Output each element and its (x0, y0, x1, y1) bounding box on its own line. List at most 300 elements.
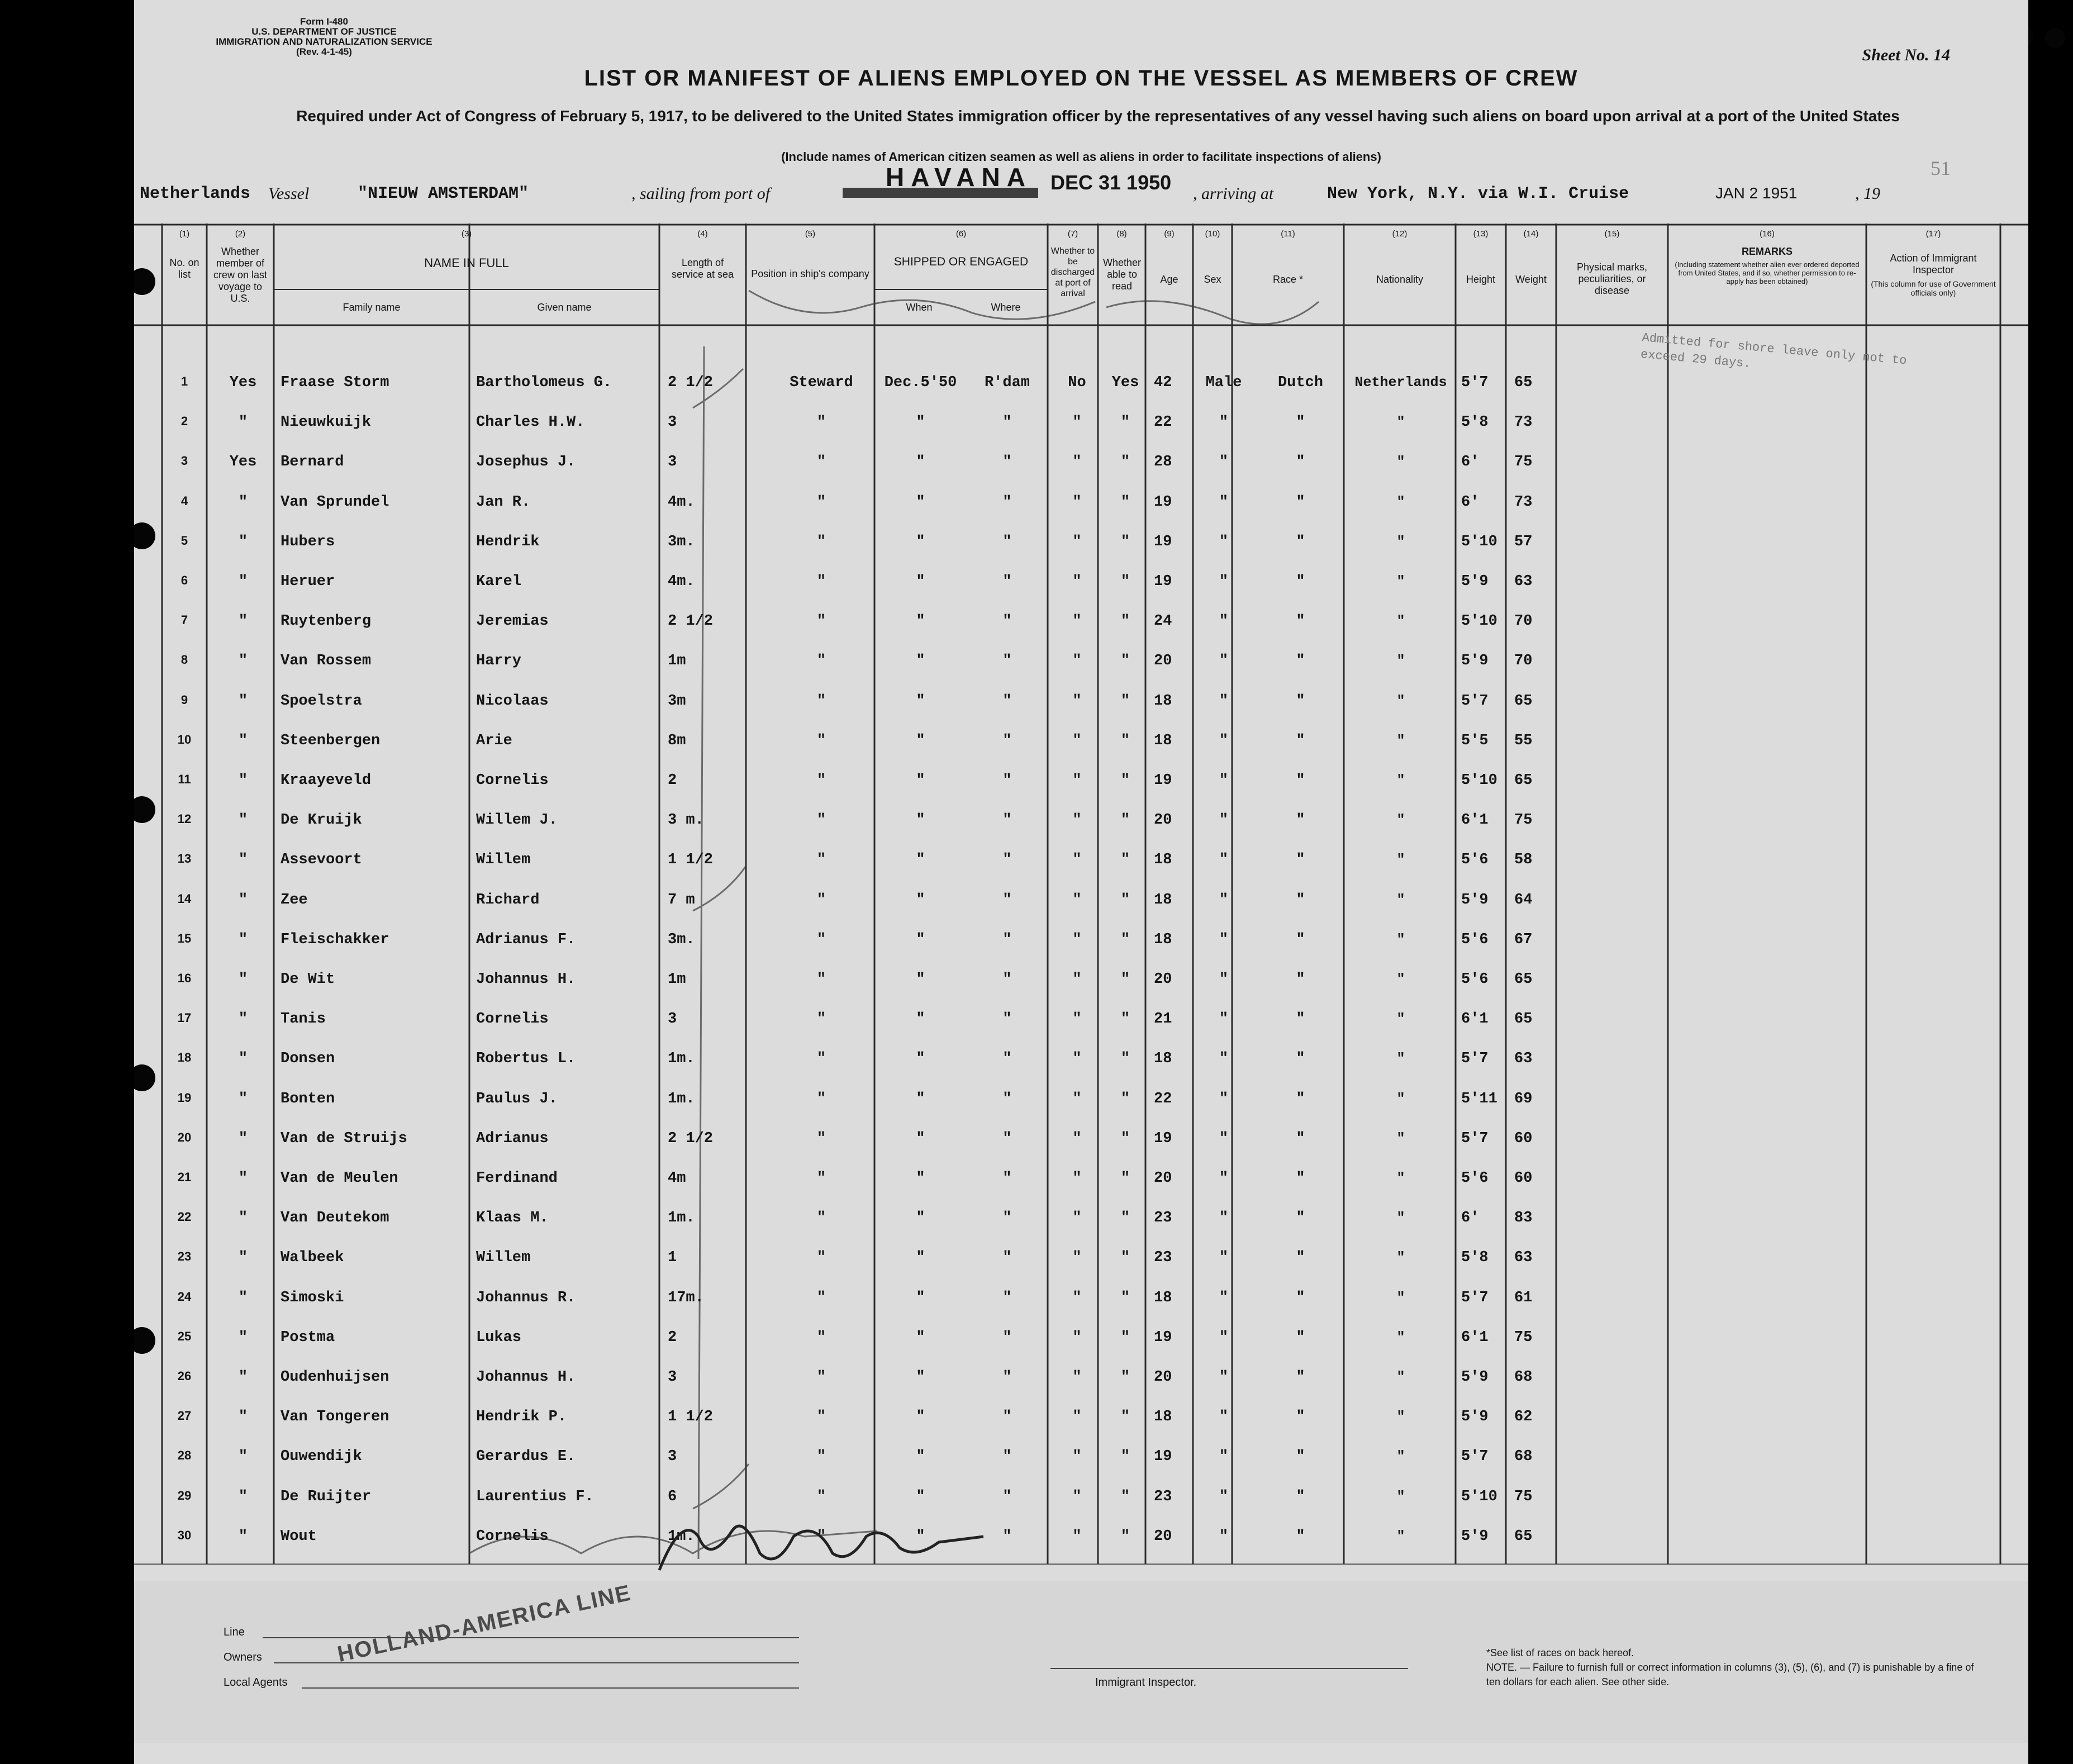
row-number: 6 (180, 573, 188, 587)
row-family-name: Walbeek (280, 1249, 344, 1266)
row-shipped-where: " (1002, 1448, 1012, 1465)
row-weight: 70 (1514, 613, 1533, 630)
col1-number: (1) (179, 229, 190, 239)
row-family-name: Van Rossem (280, 653, 372, 669)
row-shipped-where: " (1002, 653, 1012, 669)
row-shipped-where: " (1002, 1489, 1012, 1505)
row-shipped-when: " (916, 1170, 925, 1187)
row-age: 19 (1154, 1329, 1172, 1346)
row-family-name: Postma (280, 1329, 335, 1346)
line-label: Line (224, 1626, 245, 1638)
row-position: " (816, 1329, 826, 1346)
row-race: " (1296, 971, 1305, 988)
col14-number: (14) (1523, 229, 1539, 239)
row-discharged: No (1068, 374, 1086, 391)
row-given-name: Cornelis (476, 772, 549, 789)
row-nationality: " (1396, 772, 1405, 788)
row-weight: 65 (1514, 1011, 1533, 1028)
row-family-name: Van Tongeren (280, 1409, 389, 1425)
row-service-length: 3 (668, 1448, 677, 1465)
row-number: 13 (177, 852, 192, 866)
row-number: 2 (180, 414, 188, 428)
row-sex: " (1219, 931, 1229, 948)
row-nationality: " (1396, 1249, 1405, 1266)
row-discharged: " (1072, 573, 1082, 590)
row-previous-voyage: " (238, 1290, 248, 1306)
row-position: " (816, 852, 826, 868)
col-header-physical-marks: Physical marks, peculiarities, or disease (1576, 261, 1648, 296)
row-height: 6' (1461, 1210, 1480, 1226)
row-position: " (816, 892, 826, 909)
row-previous-voyage: Yes (229, 374, 257, 391)
row-given-name: Ferdinand (476, 1170, 558, 1187)
row-weight: 63 (1514, 1249, 1533, 1266)
row-race: " (1296, 1528, 1305, 1545)
row-given-name: Hendrik (476, 534, 540, 550)
row-number: 28 (177, 1448, 192, 1462)
row-sex: " (1219, 1249, 1229, 1266)
department: U.S. DEPARTMENT OF JUSTICE (251, 26, 397, 37)
row-given-name: Gerardus E. (476, 1448, 576, 1465)
row-height: 5'7 (1461, 374, 1489, 391)
row-weight: 75 (1514, 812, 1533, 829)
inspector-rule (1050, 1668, 1408, 1669)
row-number: 29 (177, 1489, 192, 1503)
row-weight: 65 (1514, 1528, 1533, 1545)
row-race: " (1296, 733, 1305, 749)
row-nationality: " (1396, 1050, 1405, 1067)
row-shipped-where: " (1002, 494, 1012, 511)
row-height: 5'9 (1461, 653, 1489, 669)
row-given-name: Cornelis (476, 1011, 549, 1028)
row-service-length: 1m (668, 971, 686, 988)
row-nationality: " (1396, 1369, 1405, 1385)
row-discharged: " (1072, 1409, 1082, 1425)
row-nationality: " (1396, 693, 1405, 709)
row-nationality: " (1396, 1329, 1405, 1345)
row-able-to-read: " (1120, 1448, 1130, 1465)
row-weight: 63 (1514, 573, 1533, 590)
row-given-name: Adrianus (476, 1130, 549, 1147)
row-shipped-when: " (916, 693, 925, 710)
row-family-name: Van Deutekom (280, 1210, 389, 1226)
row-given-name: Nicolaas (476, 693, 549, 710)
col-header-height: Height (1466, 274, 1496, 285)
row-family-name: Simoski (280, 1290, 344, 1306)
row-position: " (816, 414, 826, 431)
col-header-remarks-note: (Including statement whether alien ever ordered deported from United States, and if so, whether permission to re-apply has been obtained) (1675, 260, 1860, 286)
row-weight: 75 (1514, 454, 1533, 470)
row-sex: " (1219, 1409, 1229, 1425)
row-previous-voyage: " (238, 653, 248, 669)
row-nationality: " (1396, 573, 1405, 589)
row-discharged: " (1072, 1329, 1082, 1346)
row-shipped-where: " (1002, 454, 1012, 470)
row-discharged: " (1072, 1210, 1082, 1226)
row-shipped-when: " (916, 1409, 925, 1425)
row-race: " (1296, 1409, 1305, 1425)
row-height: 5'5 (1461, 733, 1489, 749)
row-family-name: Ouwendijk (280, 1448, 362, 1465)
row-position: " (816, 1091, 826, 1107)
row-able-to-read: " (1120, 1210, 1130, 1226)
row-nationality: " (1396, 414, 1405, 430)
row-shipped-when: " (916, 1050, 925, 1067)
row-given-name: Paulus J. (476, 1091, 558, 1107)
row-shipped-where: " (1002, 573, 1012, 590)
row-shipped-where: " (1002, 1210, 1012, 1226)
row-service-length: 7 m (668, 892, 695, 909)
row-age: 20 (1154, 971, 1172, 988)
row-shipped-where: " (1002, 1409, 1012, 1425)
row-shipped-where: " (1002, 414, 1012, 431)
row-sex: " (1219, 1170, 1229, 1187)
col-header-inspector-note: (This column for use of Government officials only) (1871, 279, 1996, 297)
row-nationality: " (1396, 892, 1405, 908)
row-shipped-when: " (916, 733, 925, 749)
row-shipped-when: " (916, 1448, 925, 1465)
row-given-name: Lukas (476, 1329, 522, 1346)
row-able-to-read: " (1120, 772, 1130, 789)
row-shipped-where: " (1002, 852, 1012, 868)
row-position: " (816, 1249, 826, 1266)
row-height: 6'1 (1461, 1329, 1489, 1346)
row-weight: 83 (1514, 1210, 1533, 1226)
row-family-name: De Ruijter (280, 1489, 372, 1505)
col12-number: (12) (1392, 229, 1408, 239)
row-height: 5'6 (1461, 1170, 1489, 1187)
vessel-flag: Netherlands (140, 184, 251, 203)
row-able-to-read: " (1120, 1170, 1130, 1187)
handwritten-port: HAVANA (886, 163, 1032, 192)
row-nationality: " (1396, 1290, 1405, 1306)
row-previous-voyage: " (238, 1329, 248, 1346)
include-note: (Include names of American citizen seamen as well as aliens in order to facilitate inspections of aliens) (781, 150, 1381, 164)
row-discharged: " (1072, 1528, 1082, 1545)
manifest-sheet (134, 0, 2028, 1764)
row-race: " (1296, 534, 1305, 550)
remarks-stamp: Admitted for shore leave only not to exceed 29 days. (1640, 330, 1908, 372)
row-previous-voyage: " (238, 1011, 248, 1028)
row-shipped-when: " (916, 613, 925, 630)
row-race: " (1296, 1329, 1305, 1346)
row-previous-voyage: " (238, 1528, 248, 1545)
row-previous-voyage: " (238, 1249, 248, 1266)
row-position: " (816, 733, 826, 749)
row-number: 21 (177, 1170, 192, 1184)
row-given-name: Jeremias (476, 613, 549, 630)
col-header-length-of-service: Length of service at sea (671, 257, 734, 280)
row-height: 5'8 (1461, 1249, 1489, 1266)
row-number: 17 (177, 1011, 192, 1025)
row-weight: 65 (1514, 693, 1533, 710)
col-header-given-name: Given name (537, 302, 592, 313)
row-weight: 65 (1514, 374, 1533, 391)
row-height: 5'9 (1461, 573, 1489, 590)
row-position: " (816, 1130, 826, 1147)
row-height: 5'7 (1461, 1050, 1489, 1067)
row-service-length: 1 (668, 1249, 677, 1266)
row-position: " (816, 693, 826, 710)
col-header-discharged: Whether to be discharged at port of arrival (1050, 246, 1095, 298)
row-able-to-read: " (1120, 1329, 1130, 1346)
row-able-to-read: " (1120, 1130, 1130, 1147)
row-height: 5'10 (1461, 613, 1497, 630)
row-position: " (816, 1409, 826, 1425)
row-age: 24 (1154, 613, 1172, 630)
form-number: Form I-480 (300, 16, 348, 27)
row-given-name: Harry (476, 653, 522, 669)
row-weight: 57 (1514, 534, 1533, 550)
row-family-name: Tanis (280, 1011, 326, 1028)
row-shipped-where: " (1002, 1011, 1012, 1028)
row-able-to-read: " (1120, 494, 1130, 511)
row-previous-voyage: " (238, 852, 248, 868)
row-previous-voyage: " (238, 733, 248, 749)
row-sex: " (1219, 653, 1229, 669)
row-service-length: 2 (668, 1329, 677, 1346)
row-weight: 61 (1514, 1290, 1533, 1306)
row-sex: " (1219, 812, 1229, 829)
row-number: 27 (177, 1409, 192, 1423)
row-given-name: Johannus H. (476, 1369, 576, 1386)
row-weight: 65 (1514, 772, 1533, 789)
row-given-name: Johannus H. (476, 971, 576, 988)
row-able-to-read: Yes (1111, 374, 1139, 391)
row-number: 16 (177, 971, 192, 985)
penalty-note: NOTE. — Failure to furnish full or correct information in columns (3), (5), (6), and (7) is punishable by a fine of ten dollars for each alien. See other side. (1486, 1662, 1974, 1687)
row-age: 20 (1154, 653, 1172, 669)
row-height: 5'7 (1461, 1290, 1489, 1306)
row-nationality: " (1396, 1170, 1405, 1186)
crew-table (134, 224, 2028, 1565)
row-able-to-read: " (1120, 1409, 1130, 1425)
row-age: 20 (1154, 1170, 1172, 1187)
row-age: 20 (1154, 812, 1172, 829)
row-nationality: " (1396, 613, 1405, 629)
row-discharged: " (1072, 1170, 1082, 1187)
row-shipped-where: " (1002, 1369, 1012, 1386)
row-family-name: Van Sprundel (280, 494, 389, 511)
row-number: 18 (177, 1050, 192, 1064)
row-family-name: Ruytenberg (280, 613, 372, 630)
row-family-name: Assevoort (280, 852, 362, 868)
row-discharged: " (1072, 653, 1082, 669)
row-age: 18 (1154, 733, 1172, 749)
row-able-to-read: " (1120, 613, 1130, 630)
row-weight: 64 (1514, 892, 1533, 909)
row-race: " (1296, 772, 1305, 789)
local-agents-label: Local Agents (224, 1676, 288, 1689)
row-nationality: " (1396, 1409, 1405, 1425)
row-age: 23 (1154, 1210, 1172, 1226)
row-shipped-where: " (1002, 1249, 1012, 1266)
row-position: " (816, 534, 826, 550)
row-shipped-when: " (916, 971, 925, 988)
row-sex: " (1219, 852, 1229, 868)
row-number: 20 (177, 1130, 192, 1144)
signature (648, 1503, 995, 1592)
row-given-name: Cornelis (476, 1528, 549, 1545)
row-number: 7 (180, 613, 188, 627)
row-able-to-read: " (1120, 1290, 1130, 1306)
row-race: " (1296, 1091, 1305, 1107)
row-able-to-read: " (1120, 733, 1130, 749)
row-number: 15 (177, 931, 192, 945)
row-sex: " (1219, 693, 1229, 710)
row-position: " (816, 1170, 826, 1187)
row-number: 22 (177, 1210, 192, 1224)
row-race: " (1296, 1249, 1305, 1266)
row-race: " (1296, 653, 1305, 669)
row-height: 5'10 (1461, 772, 1497, 789)
col16-number: (16) (1760, 229, 1775, 239)
row-race: " (1296, 494, 1305, 511)
row-sex: " (1219, 1329, 1229, 1346)
col-header-sex: Sex (1204, 274, 1221, 285)
row-weight: 75 (1514, 1489, 1533, 1505)
col-header-able-to-read: Whether able to read (1102, 257, 1142, 292)
col-header-name-in-full: NAME IN FULL (424, 256, 509, 270)
row-family-name: Kraayeveld (280, 772, 372, 789)
row-age: 18 (1154, 1290, 1172, 1306)
col8-number: (8) (1116, 229, 1127, 239)
row-discharged: " (1072, 1050, 1082, 1067)
row-sex: " (1219, 1050, 1229, 1067)
row-discharged: " (1072, 772, 1082, 789)
row-discharged: " (1072, 892, 1082, 909)
row-nationality: " (1396, 454, 1405, 470)
col3-number: (3) (461, 229, 472, 239)
col-header-age: Age (1160, 274, 1178, 285)
row-height: 6'1 (1461, 1011, 1489, 1028)
row-given-name: Hendrik P. (476, 1409, 567, 1425)
row-race: " (1296, 1210, 1305, 1226)
row-weight: 58 (1514, 852, 1533, 868)
row-weight: 70 (1514, 653, 1533, 669)
row-previous-voyage: " (238, 1091, 248, 1107)
row-service-length: 8m (668, 733, 686, 749)
row-family-name: Oudenhuijsen (280, 1369, 389, 1386)
col-header-nationality: Nationality (1376, 274, 1424, 285)
row-family-name: Van de Meulen (280, 1170, 398, 1187)
row-service-length: 3 (668, 1011, 677, 1028)
row-sex: " (1219, 573, 1229, 590)
row-height: 5'9 (1461, 892, 1489, 909)
row-height: 6' (1461, 494, 1480, 511)
col-header-where: Where (991, 302, 1021, 313)
row-given-name: Josephus J. (476, 454, 576, 470)
row-previous-voyage: " (238, 1409, 248, 1425)
row-height: 5'6 (1461, 931, 1489, 948)
row-age: 23 (1154, 1249, 1172, 1266)
col2-number: (2) (235, 229, 246, 239)
row-shipped-where: " (1002, 1528, 1012, 1545)
row-height: 5'8 (1461, 414, 1489, 431)
col15-number: (15) (1604, 229, 1620, 239)
row-sex: " (1219, 971, 1229, 988)
row-given-name: Willem (476, 852, 531, 868)
row-family-name: Fraase Storm (280, 374, 389, 391)
row-age: 18 (1154, 931, 1172, 948)
row-race: " (1296, 613, 1305, 630)
row-race: " (1296, 852, 1305, 868)
row-age: 19 (1154, 494, 1172, 511)
row-service-length: 3m (668, 693, 686, 710)
row-service-length: 2 1/2 (668, 374, 714, 391)
col-header-shipped-engaged: SHIPPED OR ENGAGED (893, 255, 1029, 268)
row-family-name: De Wit (280, 971, 335, 988)
row-position: " (816, 454, 826, 470)
row-position: " (816, 1050, 826, 1067)
row-family-name: Wout (280, 1528, 317, 1545)
revision: (Rev. 4-1-45) (296, 46, 352, 57)
row-position: " (816, 1528, 826, 1545)
row-service-length: 3 (668, 454, 677, 470)
row-sex: " (1219, 892, 1229, 909)
row-nationality: " (1396, 534, 1405, 550)
row-service-length: 17m. (668, 1290, 704, 1306)
row-shipped-when: " (916, 573, 925, 590)
row-shipped-where: " (1002, 812, 1012, 829)
row-discharged: " (1072, 414, 1082, 431)
row-race: " (1296, 1170, 1305, 1187)
row-shipped-where: " (1002, 1130, 1012, 1147)
row-nationality: " (1396, 812, 1405, 828)
row-weight: 63 (1514, 1050, 1533, 1067)
row-shipped-where: " (1002, 971, 1012, 988)
col-header-when: When (906, 302, 933, 313)
arriving-port: New York, N.Y. via W.I. Cruise (1327, 184, 1629, 203)
row-previous-voyage: " (238, 573, 248, 590)
row-weight: 60 (1514, 1170, 1533, 1187)
row-given-name: Arie (476, 733, 512, 749)
row-age: 22 (1154, 1091, 1172, 1107)
row-number: 10 (177, 733, 192, 747)
row-shipped-when: " (916, 1329, 925, 1346)
page-subtitle: Required under Act of Congress of February 5, 1917, to be delivered to the United States immigration officer by the representatives of any vessel having such aliens on board upon arrival at a port of the United States (296, 107, 1900, 125)
row-weight: 75 (1514, 1329, 1533, 1346)
row-service-length: 1m. (668, 1091, 695, 1107)
row-race: Dutch (1277, 374, 1323, 391)
row-nationality: " (1396, 1489, 1405, 1505)
row-age: 18 (1154, 852, 1172, 868)
col-header-previous-voyage: Whether member of crew on last voyage to U.S. (213, 246, 268, 304)
row-position: " (816, 971, 826, 988)
row-discharged: " (1072, 534, 1082, 550)
row-shipped-when: " (916, 414, 925, 431)
row-race: " (1296, 812, 1305, 829)
row-shipped-when: " (916, 772, 925, 789)
row-shipped-when: " (916, 494, 925, 511)
row-number: 23 (177, 1249, 192, 1263)
col-header-position: Position in ship's company (751, 268, 869, 279)
row-shipped-when: " (916, 1249, 925, 1266)
row-service-length: 1m (668, 653, 686, 669)
row-number: 9 (180, 693, 188, 707)
row-weight: 55 (1514, 733, 1533, 749)
row-discharged: " (1072, 1489, 1082, 1505)
row-number: 5 (180, 534, 188, 548)
row-able-to-read: " (1120, 852, 1130, 868)
row-family-name: Nieuwkuijk (280, 414, 372, 431)
row-number: 3 (180, 454, 188, 468)
row-age: 19 (1154, 772, 1172, 789)
row-given-name: Karel (476, 573, 522, 590)
row-given-name: Richard (476, 892, 540, 909)
row-sex: " (1219, 1011, 1229, 1028)
row-family-name: Bonten (280, 1091, 335, 1107)
